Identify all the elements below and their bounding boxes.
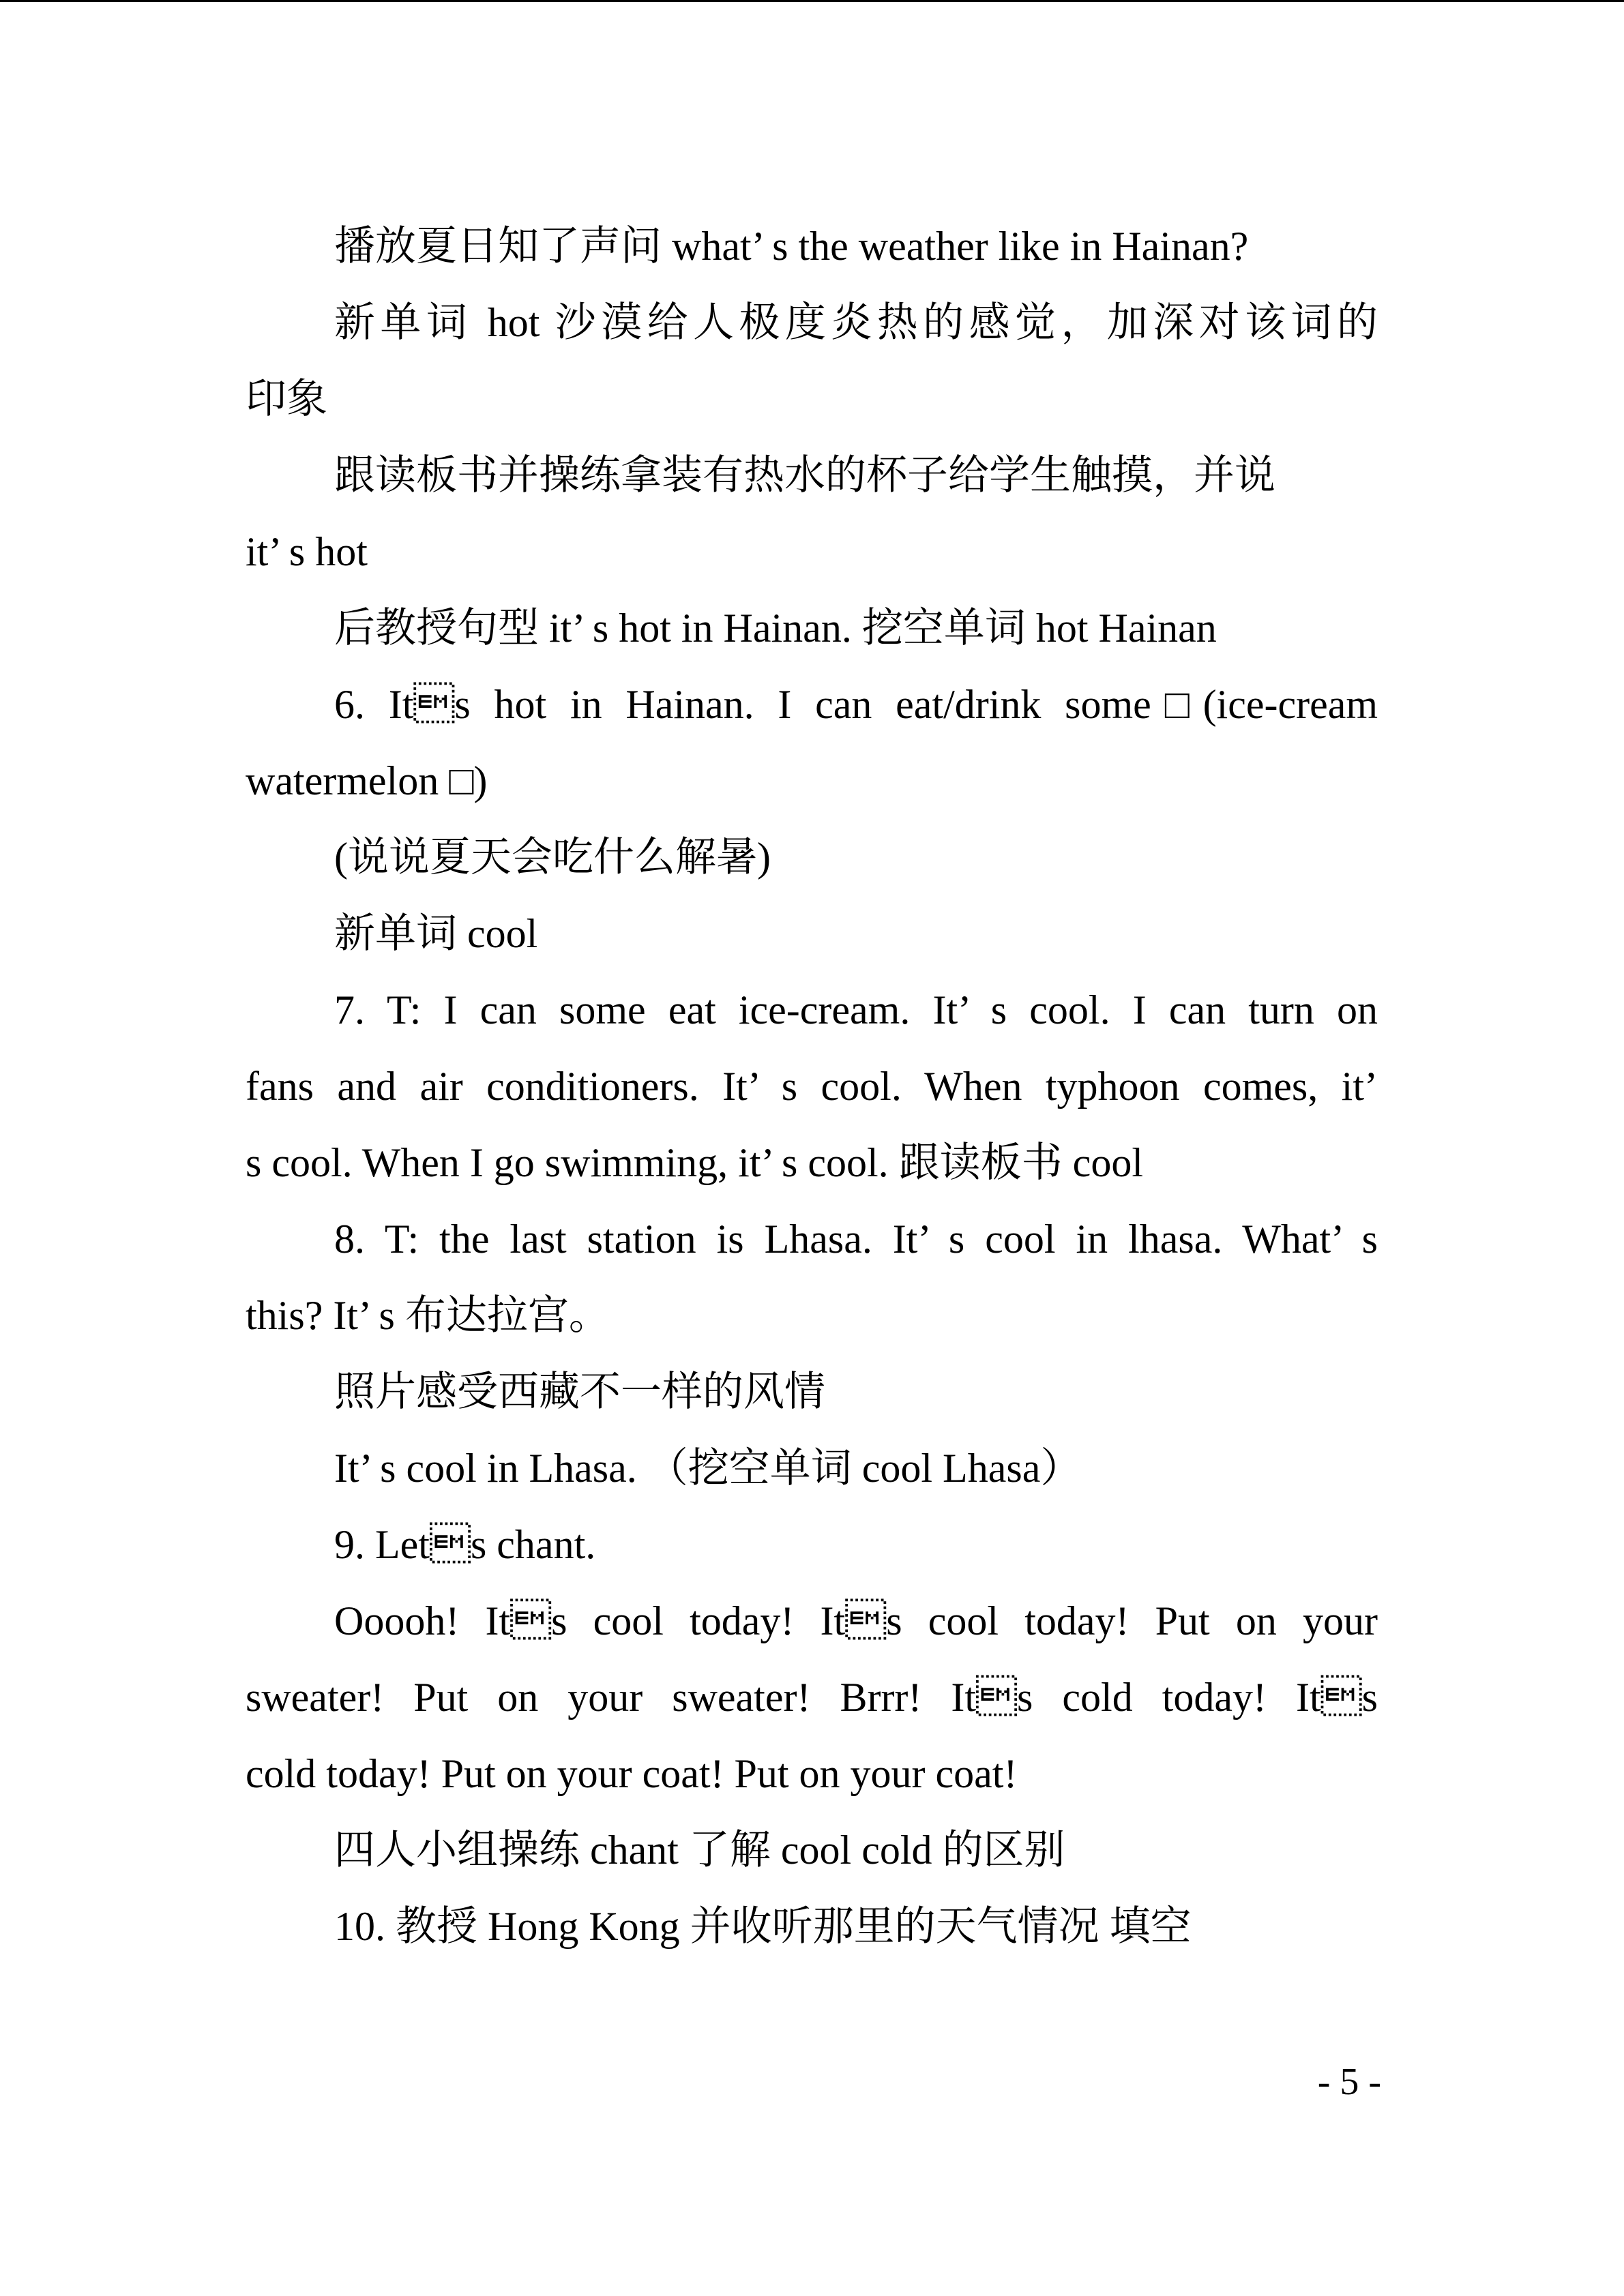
text-line: 印象 [246, 376, 327, 421]
text-line: fans and air conditioners. It’ s cool. When typhoon comes, it’ [246, 1064, 1378, 1109]
page-number: - 5 - [1317, 2061, 1381, 2103]
text-line: cold today! Put on your coat! Put on your coat! [246, 1751, 1018, 1796]
text-line: it’ s hot [246, 529, 368, 574]
text-line: 7. T: I can some eat ice-cream. It’ s cool. I can turn on [334, 987, 1378, 1032]
text-line: Ooooh! Its cool today! Its cool today! Put on your [334, 1598, 1378, 1643]
text-line: 6. Its hot in Hainan. I can eat/drink some□(ice-cream [334, 682, 1378, 727]
text-line: 播放夏日知了声问 what’ s the weather like in Hainan? [334, 224, 1249, 269]
text-line: 新单词 cool [334, 911, 538, 956]
text-line: 8. T: the last station is Lhasa. It’ s cool in lhasa. What’ s [334, 1217, 1378, 1262]
text-line: sweater! Put on your sweater! Brrr! Its cold today! Its [246, 1675, 1378, 1720]
text-line: watermelon □) [246, 758, 488, 803]
text-line: It’ s cool in Lhasa. （挖空单词 cool Lhasa） [334, 1446, 1082, 1491]
text-line: 四人小组操练 chant 了解 cool cold 的区别 [334, 1828, 1065, 1873]
text-line: this? It’ s 布达拉宫。 [246, 1293, 610, 1338]
document-body [246, 208, 1378, 1965]
text-line: 后教授句型 it’ s hot in Hainan. 挖空单词 hot Hainan [334, 606, 1217, 651]
text-line: 10. 教授 Hong Kong 并收听那里的天气情况 填空 [334, 1904, 1192, 1949]
text-line: s cool. When I go swimming, it’ s cool. 跟读板书 cool [246, 1140, 1143, 1185]
text-line: (说说夏天会吃什么解暑) [334, 835, 771, 880]
text-line: 跟读板书并操练拿装有热水的杯子给学生触摸，并说 [334, 453, 1275, 498]
text-line: 新单词 hot 沙漠给人极度炎热的感觉，加深对该词的 [334, 300, 1378, 345]
text-line: 照片感受西藏不一样的风情 [334, 1369, 825, 1414]
text-line: 9. Lets chant. [334, 1522, 596, 1567]
